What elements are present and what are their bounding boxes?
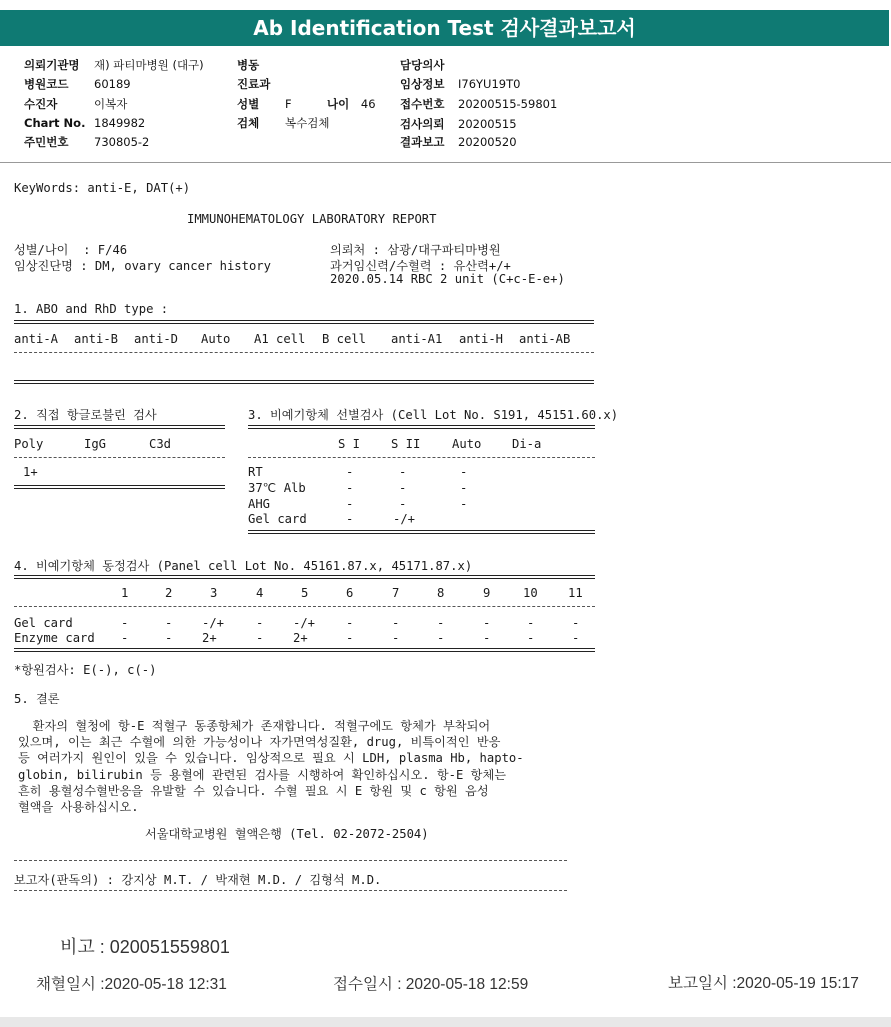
sec4-cell: - — [483, 616, 491, 630]
sec4-cell: - — [165, 616, 173, 630]
lab-title: IMMUNOHEMATOLOGY LABORATORY REPORT — [187, 212, 437, 226]
sec4-cell: 2+ — [293, 631, 308, 645]
sec3-header-cell: Di-a — [512, 437, 542, 451]
age-field — [327, 96, 376, 112]
conclusion-line: 환자의 혈청에 항-E 적혈구 동종항체가 존재합니다. 적혈구에도 항체가 부착되어 — [18, 719, 491, 733]
field-value: 730805-2 — [94, 135, 150, 149]
sec4-cell: - — [346, 616, 354, 630]
sec4-cell: - — [392, 631, 400, 645]
field-value: 복수검체 — [285, 116, 330, 130]
conclusion-line: 등 여러가지 원인이 있을 수 있습니다. 임상적으로 필요 시 LDH, plasma Hb, hapto- — [18, 751, 524, 766]
remark: 비고 : 020051559801 — [60, 937, 230, 957]
field-label: 주민번호 — [24, 135, 69, 149]
sec4-header-cell: 9 — [483, 586, 491, 600]
collected-time: 채혈일시 :2020-05-18 12:31 — [36, 976, 227, 993]
sec2-header-cell: C3d — [149, 437, 172, 451]
sec1-header-cell: anti-D — [134, 332, 179, 346]
requester: 의뢰처 : 삼광/대구파티마병원 — [330, 243, 501, 257]
sec4-cell: - — [256, 631, 264, 645]
header-divider — [0, 162, 891, 163]
sec4-cell: -/+ — [202, 616, 225, 630]
field-label: 병동 — [237, 58, 260, 72]
sec1-header-cell: anti-B — [74, 332, 119, 346]
dash-rule — [14, 457, 225, 458]
conclusion-line: 흔히 용혈성수혈반응을 유발할 수 있습니다. 수혈 필요 시 E 항원 및 c 항원 음성 — [18, 783, 489, 798]
sec2-title: 2. 직접 항글로불린 검사 — [14, 408, 157, 422]
rule — [248, 530, 595, 534]
institution: 서울대학교병원 혈액은행 (Tel. 02-2072-2504) — [145, 827, 429, 841]
col1-field — [24, 96, 127, 112]
field-value: 이복자 — [94, 97, 128, 111]
sec4-cell: - — [572, 616, 580, 630]
sec3-cell: - — [460, 465, 468, 479]
history: 과거임신력/수혈력 : 유산력+/+ — [330, 259, 511, 273]
col3-field — [400, 76, 520, 92]
sec3-cell: - — [346, 465, 354, 479]
col1-field — [24, 116, 145, 130]
col1-field — [24, 134, 149, 150]
rule — [14, 648, 595, 652]
sec3-cell: - — [399, 497, 407, 511]
sec4-cell: - — [483, 631, 491, 645]
sec4-cell: - — [165, 631, 173, 645]
col2-field — [237, 57, 285, 73]
rule — [14, 485, 225, 489]
col3-field — [400, 116, 517, 132]
rule — [14, 320, 594, 324]
sec4-cell: -/+ — [293, 616, 316, 630]
sec4-cell: - — [527, 631, 535, 645]
sec3-header-cell: S II — [391, 437, 421, 451]
sec3-header-cell: Auto — [452, 437, 482, 451]
field-label: 성별 — [237, 97, 260, 111]
bottom-strip — [0, 1017, 891, 1027]
sec4-row-label: Enzyme card — [14, 631, 95, 645]
sec4-cell: - — [572, 631, 580, 645]
col1-field — [24, 57, 204, 73]
sec4-header-cell: 2 — [165, 586, 173, 600]
keywords: KeyWords: anti-E, DAT(+) — [14, 181, 191, 195]
col2-field — [237, 115, 329, 131]
sec3-cell: - — [346, 497, 354, 511]
sec4-cell: - — [527, 616, 535, 630]
col2-field — [237, 76, 285, 92]
rule — [14, 380, 594, 384]
sec4-row-label: Gel card — [14, 616, 73, 630]
age-value: 46 — [360, 97, 376, 111]
conclusion-line: 혈액을 사용하십시오. — [18, 800, 139, 814]
field-value: 20200515 — [458, 117, 517, 131]
sec3-title: 3. 비예기항체 선별검사 (Cell Lot No. S191, 45151.60.x) — [248, 408, 619, 422]
field-label: 병원코드 — [24, 77, 69, 91]
reporter: 보고자(판독의) : 강지상 M.T. / 박재현 M.D. / 김형석 M.D. — [14, 873, 382, 887]
sec3-cell: - — [460, 481, 468, 495]
sec3-row-label: Gel card — [248, 512, 307, 526]
dash-rule — [14, 606, 595, 607]
conclusion-line: globin, bilirubin 등 용혈에 관련된 검사를 시행하여 확인하십시오. 항-E 항체는 — [18, 767, 507, 782]
dash-rule — [248, 457, 595, 458]
sec3-cell: - — [399, 465, 407, 479]
field-label: 담당의사 — [400, 58, 445, 72]
sec1-header-cell: Auto — [201, 332, 231, 346]
sec4-title: 4. 비예기항체 동정검사 (Panel cell Lot No. 45161.87.x, 45171.87.x) — [14, 559, 473, 573]
sec3-cell: -/+ — [393, 512, 416, 526]
diagnosis: 임상진단명 : DM, ovary cancer history — [14, 259, 271, 273]
sec4-header-cell: 1 — [121, 586, 129, 600]
col3-field — [400, 57, 458, 73]
sec4-cell: - — [121, 616, 129, 630]
transfusion: 2020.05.14 RBC 2 unit (C+c-E-e+) — [330, 272, 565, 286]
dash-rule — [14, 860, 567, 861]
received-time: 접수일시 : 2020-05-18 12:59 — [333, 976, 529, 993]
sec2-header-cell: IgG — [84, 437, 107, 451]
conclusion-line: 있으며, 이는 최근 수혈에 의한 가능성이나 자가면역성질환, drug, 비특이적인 반응 — [18, 735, 501, 750]
sec4-header-cell: 5 — [301, 586, 309, 600]
sec4-cell: - — [256, 616, 264, 630]
sec2-header-cell: Poly — [14, 437, 44, 451]
rule — [14, 425, 225, 429]
field-value: 20200515-59801 — [458, 97, 558, 111]
field-label: 검체 — [237, 116, 260, 130]
sec3-cell: - — [460, 497, 468, 511]
field-label: 임상정보 — [400, 77, 445, 91]
sec1-title: 1. ABO and RhD type : — [14, 302, 169, 316]
sec1-header-cell: A1 cell — [254, 332, 306, 346]
sec1-header-cell: B cell — [322, 332, 367, 346]
sec1-header-cell: anti-AB — [519, 332, 571, 346]
field-label: 결과보고 — [400, 135, 445, 149]
col3-field — [400, 96, 557, 112]
sec3-row-label: AHG — [248, 497, 271, 511]
sec4-header-cell: 6 — [346, 586, 354, 600]
field-value: 20200520 — [458, 135, 517, 149]
field-value: 1849982 — [94, 116, 146, 130]
sec4-header-cell: 7 — [392, 586, 400, 600]
field-value: 60189 — [94, 77, 131, 91]
col3-field — [400, 134, 517, 150]
sec4-header-cell: 4 — [256, 586, 264, 600]
sec3-row-label: RT — [248, 465, 263, 479]
field-value: 재) 파티마병원 (대구) — [94, 58, 204, 72]
col2-field — [237, 96, 292, 112]
field-label: 접수번호 — [400, 97, 445, 111]
dash-rule — [14, 890, 567, 891]
sec4-cell: - — [346, 631, 354, 645]
sec4-cell: - — [437, 616, 445, 630]
sec3-header-cell: S I — [338, 437, 361, 451]
rule — [14, 575, 595, 579]
sec1-header-cell: anti-A — [14, 332, 59, 346]
sec3-cell: - — [346, 481, 354, 495]
field-label: 검사의뢰 — [400, 117, 445, 131]
field-label: 수진자 — [24, 97, 58, 111]
field-value: F — [285, 97, 292, 111]
sec4-cell: - — [121, 631, 129, 645]
field-label: Chart No. — [24, 116, 86, 130]
age-label: 나이 — [327, 97, 350, 111]
field-value: I76YU19T0 — [458, 77, 521, 91]
sec4-header-cell: 10 — [523, 586, 538, 600]
sec1-header-cell: anti-A1 — [391, 332, 443, 346]
col1-field — [24, 76, 131, 92]
sex-age: 성별/나이 : F/46 — [14, 243, 128, 257]
field-label: 진료과 — [237, 77, 271, 91]
field-label: 의뢰기관명 — [24, 58, 80, 72]
sec3-cell: - — [346, 512, 354, 526]
sec3-cell: - — [399, 481, 407, 495]
sec4-header-cell: 11 — [568, 586, 583, 600]
sec4-header-cell: 3 — [210, 586, 218, 600]
sec4-cell: - — [437, 631, 445, 645]
antigen-test: *항원검사: E(-), c(-) — [14, 663, 157, 677]
reported-time: 보고일시 :2020-05-19 15:17 — [668, 975, 859, 992]
sec3-row-label: 37℃ Alb — [248, 481, 306, 495]
sec4-cell: 2+ — [202, 631, 217, 645]
sec4-header-cell: 8 — [437, 586, 445, 600]
dash-rule — [14, 352, 594, 353]
report-title: Ab Identification Test 검사결과보고서 — [0, 10, 889, 46]
sec4-cell: - — [392, 616, 400, 630]
sec5-title: 5. 결론 — [14, 692, 60, 706]
sec1-header-cell: anti-H — [459, 332, 504, 346]
sec2-value-cell: 1+ — [23, 465, 38, 479]
rule — [248, 425, 595, 429]
